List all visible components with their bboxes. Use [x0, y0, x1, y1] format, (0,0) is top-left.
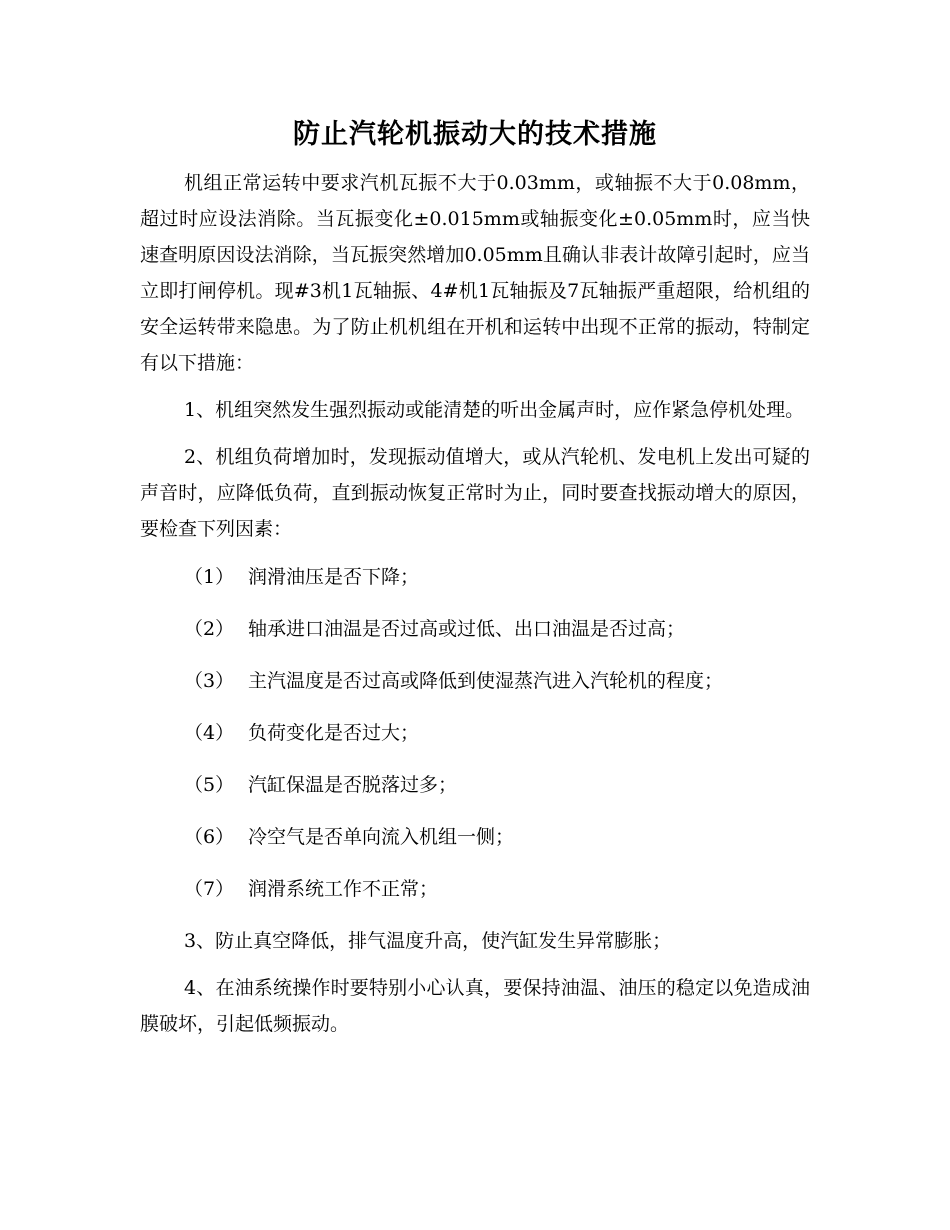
factor-number: （6）: [184, 826, 235, 848]
measure-3-paragraph: 3、防止真空降低，排气温度升高，使汽缸发生异常膨胀；: [184, 930, 672, 952]
factor-number: （5）: [184, 774, 235, 796]
factor-list: [140, 559, 810, 923]
factor-number: （1）: [184, 566, 235, 588]
factor-number: （2）: [184, 618, 235, 640]
document-title: 防止汽轮机振动大的技术措施: [293, 119, 657, 150]
factor-text: 润滑系统工作不正常；: [248, 878, 439, 900]
factor-text: 冷空气是否单向流入机组一侧；: [248, 826, 515, 848]
factor-item: [140, 871, 810, 923]
document-body: [140, 165, 810, 1042]
measure-1-paragraph: 1、机组突然发生强烈振动或能清楚的听出金属声时，应作紧急停机处理。: [184, 399, 805, 421]
factor-text: 负荷变化是否过大；: [248, 722, 420, 744]
factor-item: [140, 715, 810, 767]
factor-number: （4）: [184, 722, 235, 744]
factor-number: （3）: [184, 670, 235, 692]
factor-item: [140, 663, 810, 715]
factor-item: [140, 819, 810, 871]
factor-item: [140, 767, 810, 819]
measure-4-paragraph: 4、在油系统操作时要特别小心认真，要保持油温、油压的稳定以免造成油膜破坏，引起低频振动。: [140, 977, 810, 1035]
intro-paragraph: 机组正常运转中要求汽机瓦振不大于0.03mm，或轴振不大于0.08mm，超过时应设法消除。当瓦振变化±0.015mm或轴振变化±0.05mm时，应当快速查明原因设法消除，当瓦振突然增加0.05mm且确认非表计故障引起时，应当立即打闸停机。现#3机1瓦轴振、4#机1瓦轴振及7瓦轴振严重超限，给机组的安全运转带来隐患。为了防止机机组在开机和运转中出现不正常的振动，特制定有以下措施：: [140, 172, 810, 374]
factor-text: 润滑油压是否下降；: [248, 566, 420, 588]
factor-text: 主汽温度是否过高或降低到使湿蒸汽进入汽轮机的程度；: [248, 670, 724, 692]
factor-text: 轴承进口油温是否过高或过低、出口油温是否过高；: [248, 618, 686, 640]
factor-item: [140, 559, 810, 611]
factor-text: 汽缸保温是否脱落过多；: [248, 774, 458, 796]
factor-item: [140, 611, 810, 663]
factor-number: （7）: [184, 878, 235, 900]
measure-2-paragraph: 2、机组负荷增加时，发现振动值增大，或从汽轮机、发电机上发出可疑的声音时，应降低负荷，直到振动恢复正常时为止，同时要查找振动增大的原因，要检查下列因素：: [140, 446, 810, 540]
